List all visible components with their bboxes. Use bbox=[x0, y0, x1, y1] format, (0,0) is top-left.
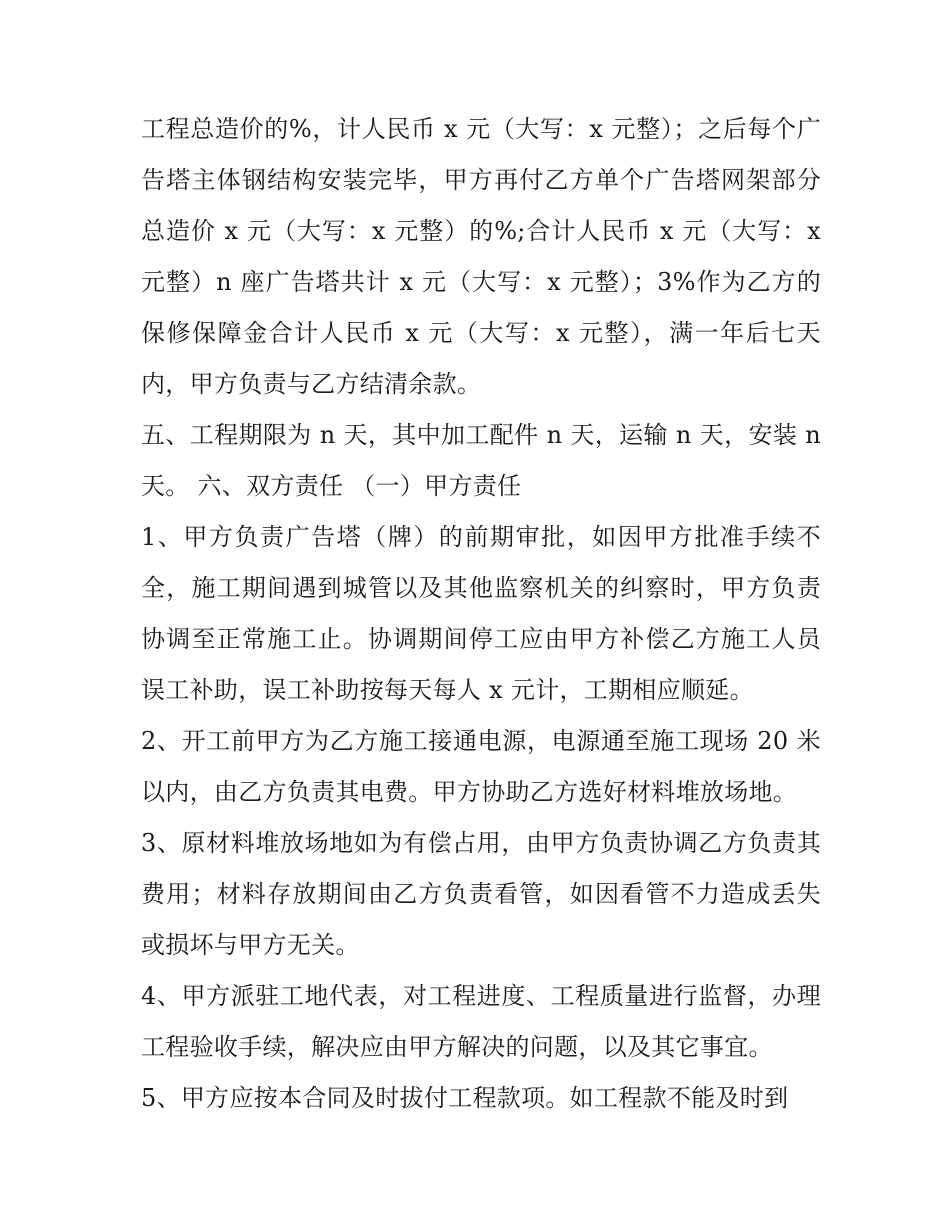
paragraph-party-a-item-2: 2、开工前甲方为乙方施工接通电源，电源通至施工现场 20 米以内，由乙方负责其电费。甲方协助乙方选好材料堆放场地。 bbox=[141, 727, 821, 806]
paragraph-payment-terms: 工程总造价的%，计人民币 x 元（大写：x 元整）；之后每个广告塔主体钢结构安装完毕，甲方再付乙方单个广告塔网架部分总造价 x 元（大写：x 元整）的%;合计人民币 x 元（大写：x 元整）n 座广告塔共计 x 元（大写：x 元整）；3%作为乙方的保修保障金合计人民币 x 元（大写：x 元整），满一年后七天内，甲方负责与乙方结清余款。 bbox=[141, 115, 821, 398]
paragraph-party-a-item-5: 5、甲方应按本合同及时拔付工程款项。如工程款不能及时到 bbox=[141, 1084, 789, 1112]
paragraph-party-a-item-1: 1、甲方负责广告塔（牌）的前期审批，如因甲方批准手续不全，施工期间遇到城管以及其他监察机关的纠察时，甲方负责协调至正常施工止。协调期间停工应由甲方补偿乙方施工人员误工补助，误工补助按每天每人 x 元计，工期相应顺延。 bbox=[141, 523, 821, 704]
paragraph-section-5-6: 五、工程期限为 n 天，其中加工配件 n 天，运输 n 天，安装 n 天。 六、双方责任 （一）甲方责任 bbox=[141, 421, 821, 500]
document-body bbox=[141, 104, 821, 1124]
paragraph-party-a-item-3: 3、原材料堆放场地如为有偿占用，由甲方负责协调乙方负责其费用；材料存放期间由乙方负责看管，如因看管不力造成丢失或损坏与甲方无关。 bbox=[141, 829, 821, 959]
paragraph-party-a-item-4: 4、甲方派驻工地代表，对工程进度、工程质量进行监督，办理工程验收手续，解决应由甲方解决的问题，以及其它事宜。 bbox=[141, 982, 821, 1061]
